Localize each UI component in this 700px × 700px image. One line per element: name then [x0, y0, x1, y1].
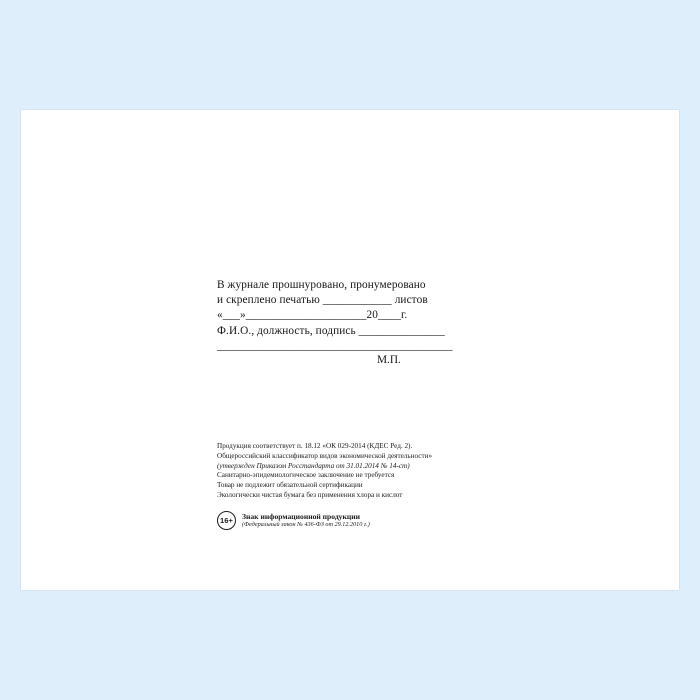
- certification-line-4: Ф.И.О., должность, подпись _______________: [217, 324, 445, 337]
- certification-line-3: «___»_____________________20____г.: [217, 309, 408, 322]
- certification-line-2: и скреплено печатью ____________ листов: [217, 294, 428, 307]
- compliance-order-line: (утвержден Приказом Росстандарта от 31.01.2014 № 14-ст): [217, 461, 410, 470]
- age-mark-subtitle: (Федеральный закон № 436-ФЗ от 29.12.2010 г.): [242, 521, 370, 529]
- document-page: [21, 110, 679, 590]
- legal-notices-block: [217, 442, 547, 530]
- compliance-line-1: Продукция соответствует п. 18.12 «ОК 029-2014 (КДЕС Ред. 2).: [217, 442, 413, 450]
- certification-note: Товар не подлежит обязательной сертификации: [217, 481, 363, 490]
- age-rating-icon: 16+: [217, 511, 236, 530]
- eco-note: Экологически чистая бумага без применения хлора и кислот: [217, 490, 403, 499]
- compliance-line-2: Общероссийский классификатор видов экономической деятельности»: [217, 451, 433, 460]
- certification-line-5: _________________________________________: [217, 339, 453, 352]
- seal-placeholder: М.П.: [377, 354, 401, 366]
- age-mark-title: Знак информационной продукции: [242, 511, 360, 521]
- certification-block: [217, 278, 517, 354]
- certification-line-1: В журнале прошнуровано, пронумеровано: [217, 279, 426, 291]
- sanitary-note: Санитарно-эпидемиологическое заключение не требуется: [217, 471, 395, 480]
- age-mark-text: [242, 511, 370, 530]
- age-mark-row: [217, 511, 547, 530]
